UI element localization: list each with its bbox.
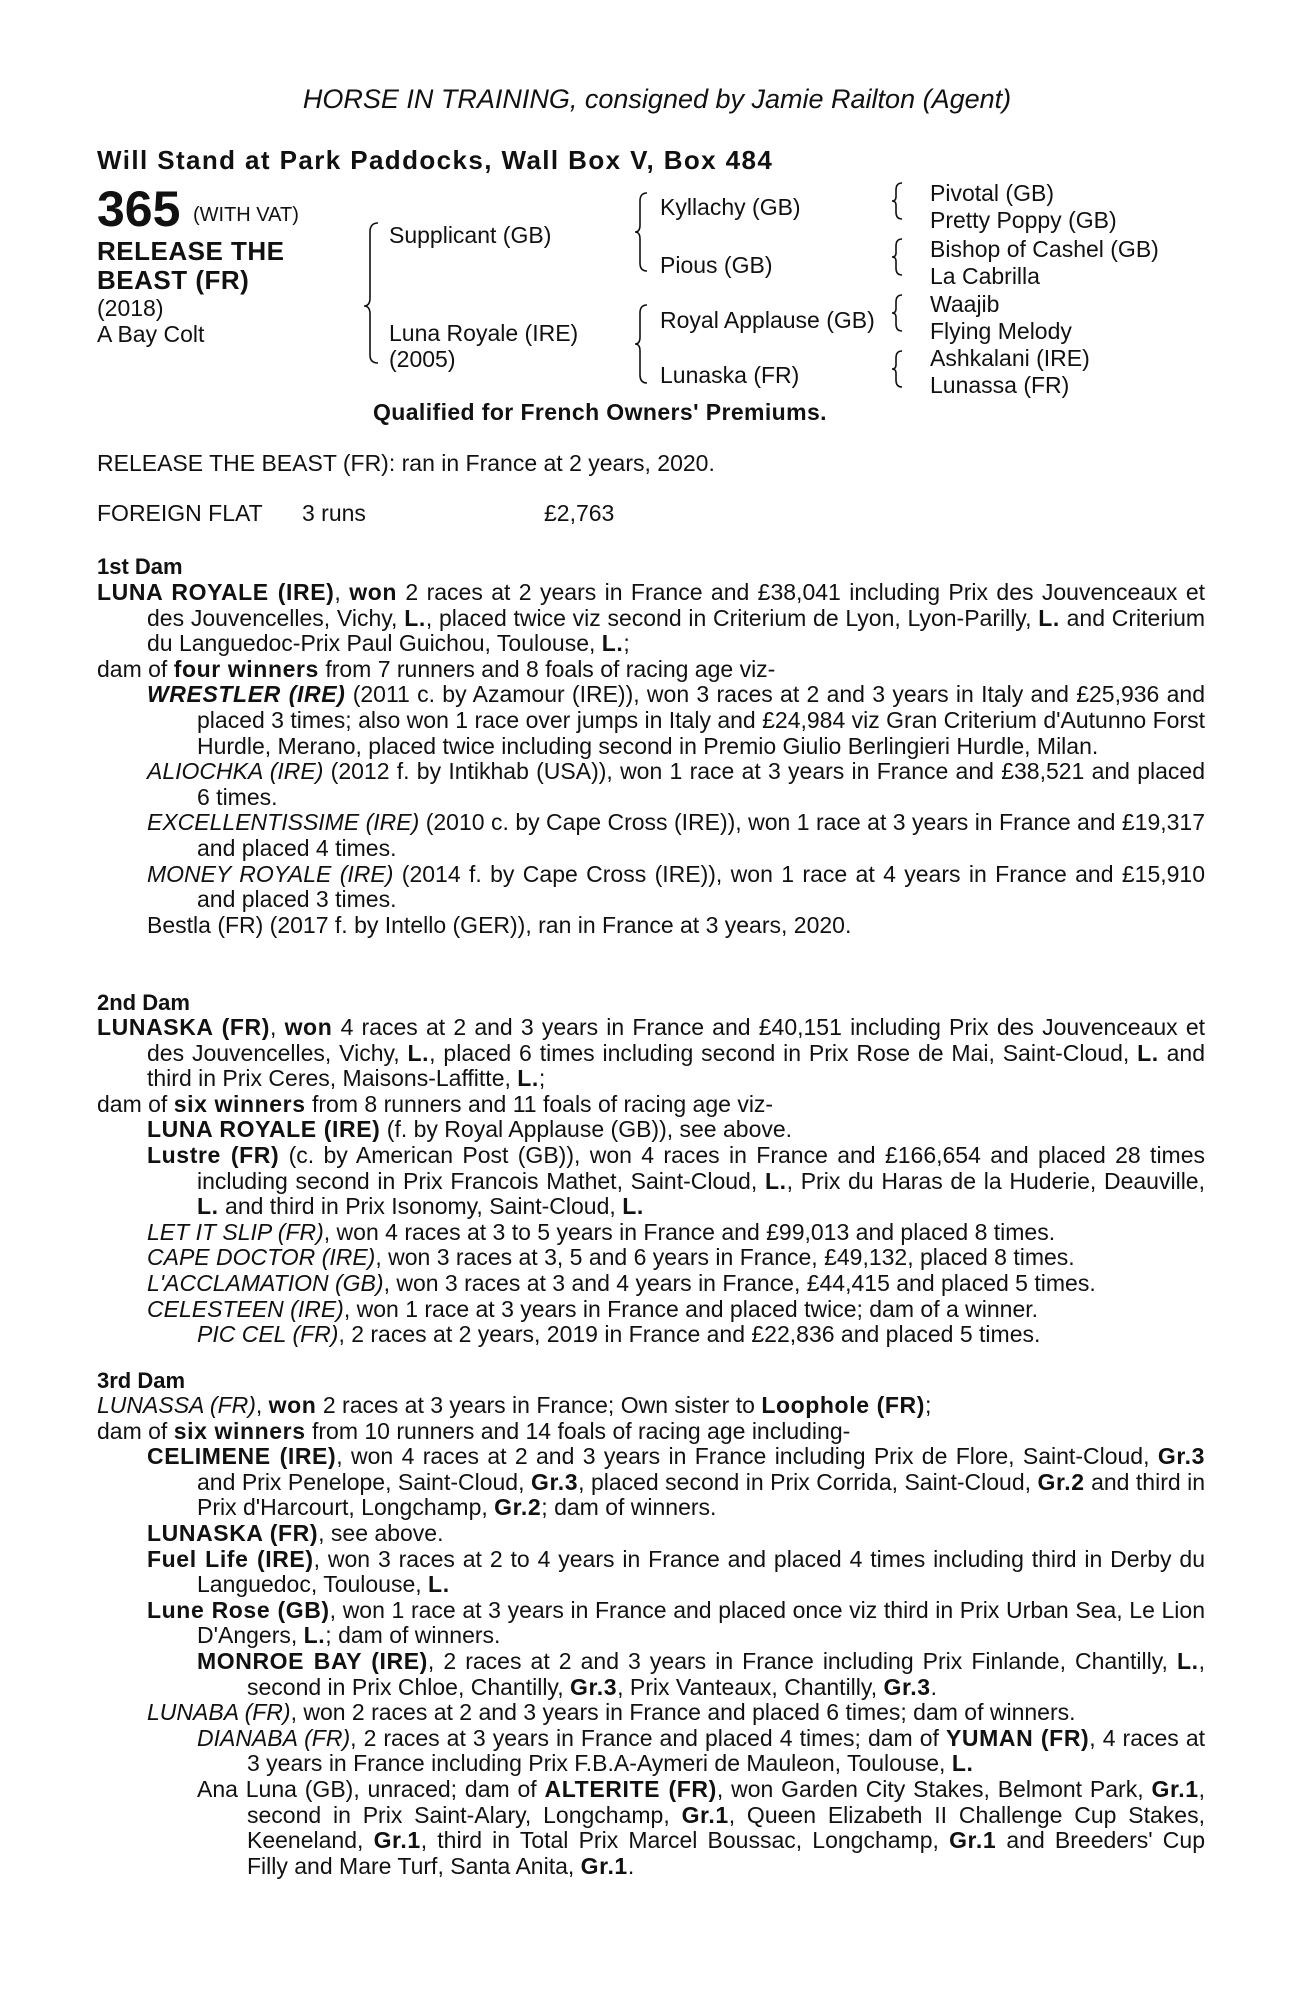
third-dam-heading: 3rd Dam — [97, 1368, 186, 1393]
third-dam-progeny-2: LUNASKA (FR), see above. — [147, 1519, 444, 1546]
second-dam-heading: 2nd Dam — [97, 990, 190, 1015]
third-dam-grandprogeny-1: MONROE BAY (IRE), 2 races at 2 and 3 years in France including Prix Finlande, Chantilly, L., second in Prix Chloe, Chantilly, Gr.3, Prix Vanteaux, Chantilly, Gr.3. — [197, 1647, 1205, 1700]
ancestor-3: Bishop of Cashel (GB) — [930, 236, 1159, 262]
first-dam-progeny-3: EXCELLENTISSIME (IRE) (2010 c. by Cape Cross (IRE)), won 1 race at 3 years in France and £19,317 and placed 4 times. — [147, 809, 1206, 861]
horse-name-line2: BEAST (FR) — [97, 265, 250, 295]
premiums-note: Qualified for French Owners' Premiums. — [373, 399, 827, 425]
pedigree-braces — [0, 0, 1314, 420]
second-dam-name: LUNASKA (FR) — [97, 1014, 270, 1040]
second-dam-progeny-4: CAPE DOCTOR (IRE), won 3 races at 3, 5 and 6 years in France, £49,132, placed 8 times. — [147, 1244, 1075, 1271]
first-dam-progeny-1: WRESTLER (IRE) (2011 c. by Azamour (IRE)), won 3 races at 2 and 3 years in Italy and £25,936 and placed 3 times; also won 1 race over jumps in Italy and £24,984 viz Gran Criterium d'Autunno Forst Hurdle, Merano, placed twice including second in Premio Giulio Berlingieri Hurdle, Milan. — [147, 681, 1206, 759]
ancestor-1: Pivotal (GB) — [930, 180, 1054, 206]
race-summary: RELEASE THE BEAST (FR): ran in France at 2 years, 2020. — [97, 450, 715, 476]
second-dam-record: LUNASKA (FR), won 4 races at 2 and 3 years in France and £40,151 including Prix des Jouvenceaux et des Jouvencelles, Vichy, L., placed 6 times including second in Prix Rose de Mai, Saint-Cloud, L. and third in Prix Ceres, Maisons-Laffitte, L.; — [97, 1014, 1206, 1092]
third-dam-grandprogeny-3: Ana Luna (GB), unraced; dam of ALTERITE (FR), won Garden City Stakes, Belmont Park, Gr.1, second in Prix Saint-Alary, Longchamp, Gr.1, Queen Elizabeth II Challenge Cup Stakes, Keeneland, Gr.1, third in Total Prix Marcel Boussac, Longchamp, Gr.1 and Breeders' Cup Filly and Mare Turf, Santa Anita, Gr.1. — [197, 1775, 1206, 1879]
first-dam-progeny-5: Bestla (FR) (2017 f. by Intello (GER)), ran in France at 3 years, 2020. — [147, 911, 852, 938]
ancestor-7: Ashkalani (IRE) — [930, 345, 1090, 371]
third-dam-progeny-1: CELIMENE (IRE), won 4 races at 2 and 3 years in France including Prix de Flore, Saint-Cloud, Gr.3 and Prix Penelope, Saint-Cloud, Gr.3, placed second in Prix Corrida, Saint-Cloud, Gr.2 and third in Prix d'Harcourt, Longchamp, Gr.2; dam of winners. — [147, 1443, 1206, 1521]
record-label: FOREIGN FLAT — [97, 500, 263, 526]
ancestor-8: Lunassa (FR) — [930, 372, 1070, 398]
third-dam-progeny-5: LUNABA (FR), won 2 races at 2 and 3 years in France and placed 6 times; dam of winners. — [147, 1699, 1076, 1726]
vat-note: (WITH VAT) — [193, 204, 299, 226]
second-dam-progeny-6: CELESTEEN (IRE), won 1 race at 3 years in France and placed twice; dam of a winner. — [147, 1295, 1039, 1322]
sire: Supplicant (GB) — [389, 222, 552, 248]
ancestor-2: Pretty Poppy (GB) — [930, 207, 1117, 233]
first-dam-progeny-2: ALIOCHKA (IRE) (2012 f. by Intikhab (USA)), won 1 race at 3 years in France and £38,521 and placed 6 times. — [147, 758, 1206, 810]
dam-dam: Lunaska (FR) — [660, 362, 800, 388]
horse-name-line1: RELEASE THE — [97, 236, 285, 266]
second-dam-progeny-3: LET IT SLIP (FR), won 4 races at 3 to 5 years in France and £99,013 and placed 8 times. — [147, 1218, 1056, 1245]
first-dam-section — [97, 580, 1205, 938]
third-dam-progeny-4: Lune Rose (GB), won 1 race at 3 years in France and placed once viz third in Prix Urban Sea, Le Lion D'Angers, L.; dam of winners. — [147, 1596, 1205, 1649]
first-dam-progeny-4: MONEY ROYALE (IRE) (2014 f. by Cape Cross (IRE)), won 1 race at 4 years in France and £15,910 and placed 3 times. — [147, 860, 1206, 913]
dam-year: (2005) — [389, 346, 456, 372]
second-dam-progeny-2: Lustre (FR) (c. by American Post (GB)), won 4 races in France and £166,654 and placed 28 times including second in Prix Francois Mathet, Saint-Cloud, L., Prix du Haras de la Huderie, Deauville, L. and third in Prix Isonomy, Saint-Cloud, L. — [147, 1141, 1205, 1220]
horse-description: A Bay Colt — [97, 321, 205, 347]
foaling-year: (2018) — [97, 295, 164, 321]
second-dam-grandprogeny-1: PIC CEL (FR), 2 races at 2 years, 2019 in France and £22,836 and placed 5 times. — [197, 1321, 1041, 1348]
sire-dam: Pious (GB) — [660, 252, 773, 278]
ancestor-5: Waajib — [930, 291, 1000, 317]
first-dam-name: LUNA ROYALE (IRE) — [97, 579, 335, 605]
second-dam-progeny-1: LUNA ROYALE (IRE) (f. by Royal Applause (GB)), see above. — [147, 1116, 793, 1143]
third-dam-progeny-3: Fuel Life (IRE), won 3 races at 2 to 4 years in France and placed 4 times including third in Derby du Languedoc, Toulouse, L. — [147, 1545, 1205, 1598]
lot-number: 365 — [97, 181, 181, 237]
record-runs: 3 runs — [302, 500, 366, 526]
catalogue-heading: HORSE IN TRAINING, consigned by Jamie Railton (Agent) — [302, 84, 1012, 114]
third-dam-grandprogeny-2: DIANABA (FR), 2 races at 3 years in France and placed 4 times; dam of YUMAN (FR), 4 races at 3 years in France including Prix F.B.A-Aymeri de Mauleon, Toulouse, L. — [197, 1724, 1206, 1777]
ancestor-6: Flying Melody — [930, 318, 1072, 344]
first-dam-record: LUNA ROYALE (IRE), won 2 races at 2 years in France and £38,041 including Prix des Jouvenceaux et des Jouvencelles, Vichy, L., placed twice viz second in Criterium de Lyon, Lyon-Parilly, L. and Criterium du Languedoc-Prix Paul Guichou, Toulouse, L.; — [97, 579, 1206, 657]
second-dam-produce-summary: dam of six winners from 8 runners and 11 foals of racing age viz- — [97, 1090, 774, 1117]
stable-location: Will Stand at Park Paddocks, Wall Box V, Box 484 — [97, 145, 774, 175]
first-dam-heading: 1st Dam — [97, 554, 183, 579]
ancestor-4: La Cabrilla — [930, 263, 1040, 289]
third-dam-produce-summary: dam of six winners from 10 runners and 14 foals of racing age including- — [97, 1417, 851, 1444]
third-dam-name: LUNASSA (FR) — [97, 1392, 256, 1418]
third-dam-section — [97, 1393, 1205, 1879]
first-dam-produce-summary: dam of four winners from 7 runners and 8 foals of racing age viz- — [97, 655, 776, 682]
sire-sire: Kyllachy (GB) — [660, 194, 801, 220]
second-dam-progeny-5: L'ACCLAMATION (GB), won 3 races at 3 and 4 years in France, £44,415 and placed 5 times. — [147, 1269, 1096, 1296]
dam-sire: Royal Applause (GB) — [660, 307, 875, 333]
second-dam-section — [97, 1015, 1205, 1348]
dam: Luna Royale (IRE) — [389, 320, 579, 346]
record-amount: £2,763 — [544, 500, 615, 526]
third-dam-record: LUNASSA (FR), won 2 races at 3 years in France; Own sister to Loophole (FR); — [97, 1392, 932, 1418]
